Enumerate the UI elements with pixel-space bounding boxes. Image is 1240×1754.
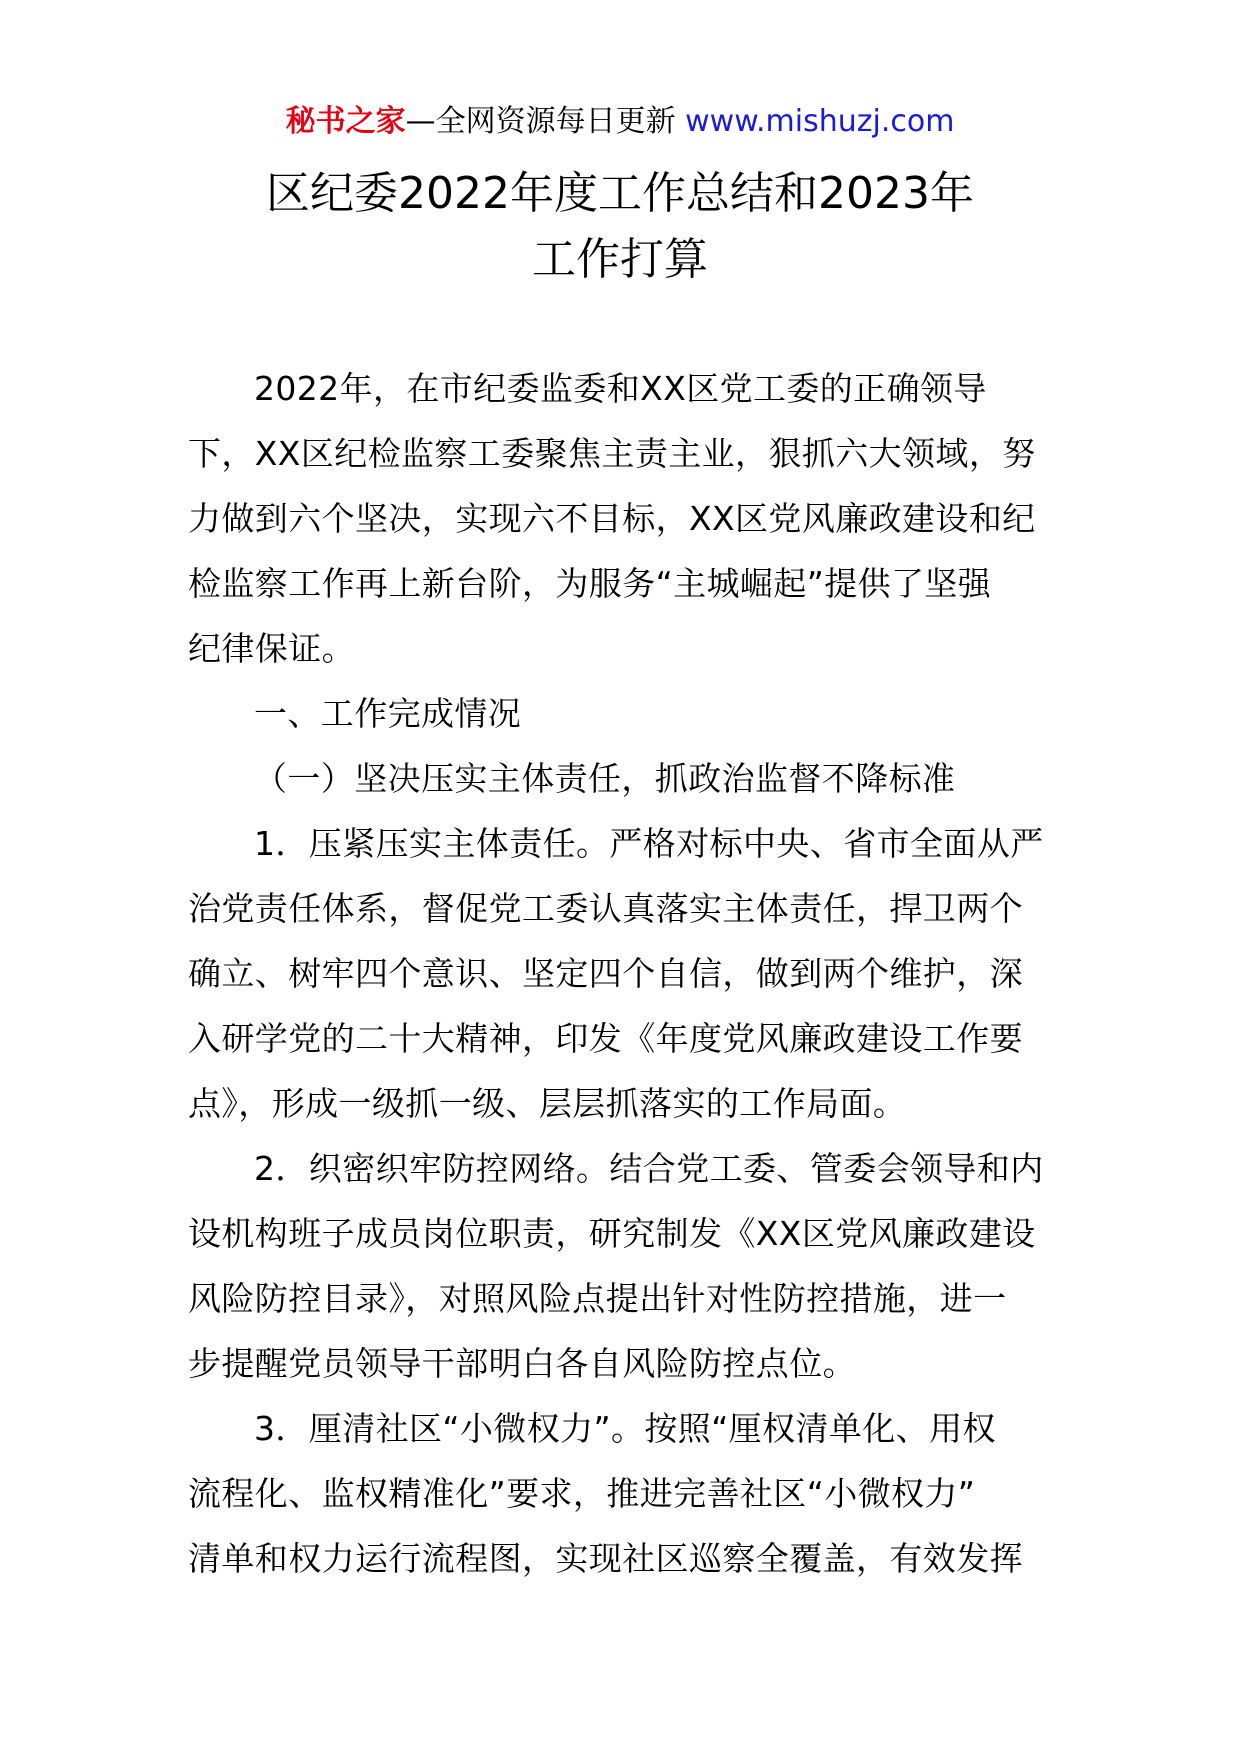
paragraph-line: 治党责任体系，督促党工委认真落实主体责任，捍卫两个 <box>188 889 1023 928</box>
paragraph-line: 风险防控目录》，对照风险点提出针对性防控措施，进一 <box>188 1279 1007 1318</box>
paragraph-line: 2．织密织牢防控网络。结合党工委、管委会领导和内 <box>254 1149 1044 1188</box>
paragraph-line: 纪律保证。 <box>188 629 355 668</box>
paragraph-line: 步提醒党员领导干部明白各自风险防控点位。 <box>188 1344 856 1383</box>
paragraph-line: 检监察工作再上新台阶，为服务“主城崛起”提供了坚强 <box>188 564 992 603</box>
paragraph-line: 2022年，在市纪委监委和XX区党工委的正确领导 <box>254 369 987 408</box>
paragraph-line: 入研学党的二十大精神，印发《年度党风廉政建设工作要 <box>188 1019 1023 1058</box>
brand-name: 秘书之家 <box>285 104 406 139</box>
paragraph-line: 设机构班子成员岗位职责，研究制发《XX区党风廉政建设 <box>188 1214 1036 1253</box>
header-tagline: —全网资源每日更新 <box>405 104 676 139</box>
paragraph-line: 力做到六个坚决，实现六不目标，XX区党风廉政建设和纪 <box>188 499 1036 538</box>
paragraph-line: 流程化、监权精准化”要求，推进完善社区“小微权力” <box>188 1474 976 1513</box>
section-heading: 一、工作完成情况 <box>254 694 522 733</box>
document-body <box>188 356 1053 1591</box>
site-header <box>0 102 1240 142</box>
site-url-link[interactable]: www.mishuzj.com <box>685 104 955 139</box>
document-title-line-1: 区纪委2022年度工作总结和2023年 <box>266 168 974 219</box>
document-title-line-2: 工作打算 <box>532 234 708 285</box>
paragraph-line: 3．厘清社区“小微权力”。按照“厘权清单化、用权 <box>254 1409 996 1448</box>
paragraph-line: 清单和权力运行流程图，实现社区巡察全覆盖，有效发挥 <box>188 1539 1023 1578</box>
paragraph-line: 1．压紧压实主体责任。严格对标中央、省市全面从严 <box>254 824 1044 863</box>
subsection-heading: （一）坚决压实主体责任，抓政治监督不降标准 <box>254 759 956 798</box>
paragraph-line: 下，XX区纪检监察工委聚焦主责主业，狠抓六大领域，努 <box>188 434 1036 473</box>
paragraph-line: 点》，形成一级抓一级、层层抓落实的工作局面。 <box>188 1084 907 1123</box>
paragraph-line: 确立、树牢四个意识、坚定四个自信，做到两个维护，深 <box>188 954 1023 993</box>
